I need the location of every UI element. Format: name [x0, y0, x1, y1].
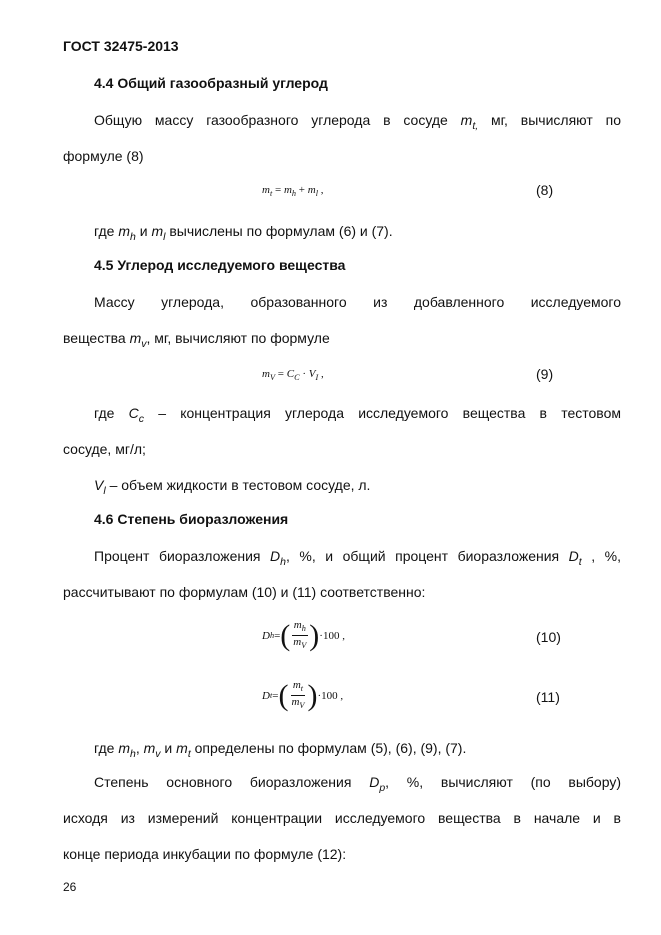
formula-8: $m_t = m_h + m_l$ , [262, 184, 324, 199]
paragraph-biodegradation-percent-cont: рассчитывают по формулам (10) и (11) соответственно: [63, 584, 426, 600]
paragraph-where-9: где $C_c$ – концентрация углерода исследуемого вещества в тестовом [94, 405, 621, 425]
section-heading-4-4: 4.4 Общий газообразный углерод [94, 75, 328, 91]
paragraph-primary-biodegradation-end: конце периода инкубации по формуле (12): [63, 846, 347, 862]
paragraph-where-9-cont: сосуде, мг/л; [63, 441, 146, 457]
section-heading-4-6: 4.6 Степень биоразложения [94, 511, 289, 527]
paragraph-liquid-volume: $V_l$ – объем жидкости в тестовом сосуде, л. [94, 477, 371, 497]
paragraph-biodegradation-percent: Процент биоразложения $D_h$, %, и общий процент биоразложения $D_t$ , %, [94, 548, 622, 568]
page-number: 26 [63, 880, 77, 894]
paragraph-total-gas-carbon: Общую массу газообразного углерода в сосуде $m_{t,}$ мг, вычисляют по [94, 112, 621, 132]
paragraph-total-gas-carbon-cont: формуле (8) [63, 148, 144, 164]
paragraph-primary-biodegradation-cont: исходя из измерений концентрации исследуемого вещества в начале и в [63, 810, 621, 826]
document-header: ГОСТ 32475-2013 [63, 38, 179, 54]
paragraph-primary-biodegradation: Степень основного биоразложения $D_p$, %, вычисляют (по выбору) [94, 774, 621, 794]
formula-11: D t = ( $\frac{m_t}{m_V}$ ) ·100 , [262, 678, 344, 712]
paragraph-test-substance-carbon-cont: вещества $m_v$, мг, вычисляют по формуле [63, 330, 330, 350]
formula-9-number: (9) [536, 366, 554, 382]
paragraph-where-8: где $m_h$ и $m_l$ вычислены по формулам (6) и (7). [94, 223, 393, 243]
formula-8-number: (8) [536, 182, 554, 198]
formula-9: $m_V = C_C \cdot V_I$ , [262, 368, 324, 383]
formula-11-number: (11) [536, 689, 560, 705]
formula-10-number: (10) [536, 629, 561, 645]
paragraph-test-substance-carbon: Массу углерода, образованного из добавленного исследуемого [94, 294, 621, 310]
section-heading-4-5: 4.5 Углерод исследуемого вещества [94, 257, 346, 273]
paragraph-where-10-11: где $m_h$, $m_v$ и $m_t$ определены по формулам (5), (6), (9), (7). [94, 740, 467, 760]
formula-10: D h = ( $\frac{m_h}{m_V}$ ) ·100 , [262, 618, 345, 652]
